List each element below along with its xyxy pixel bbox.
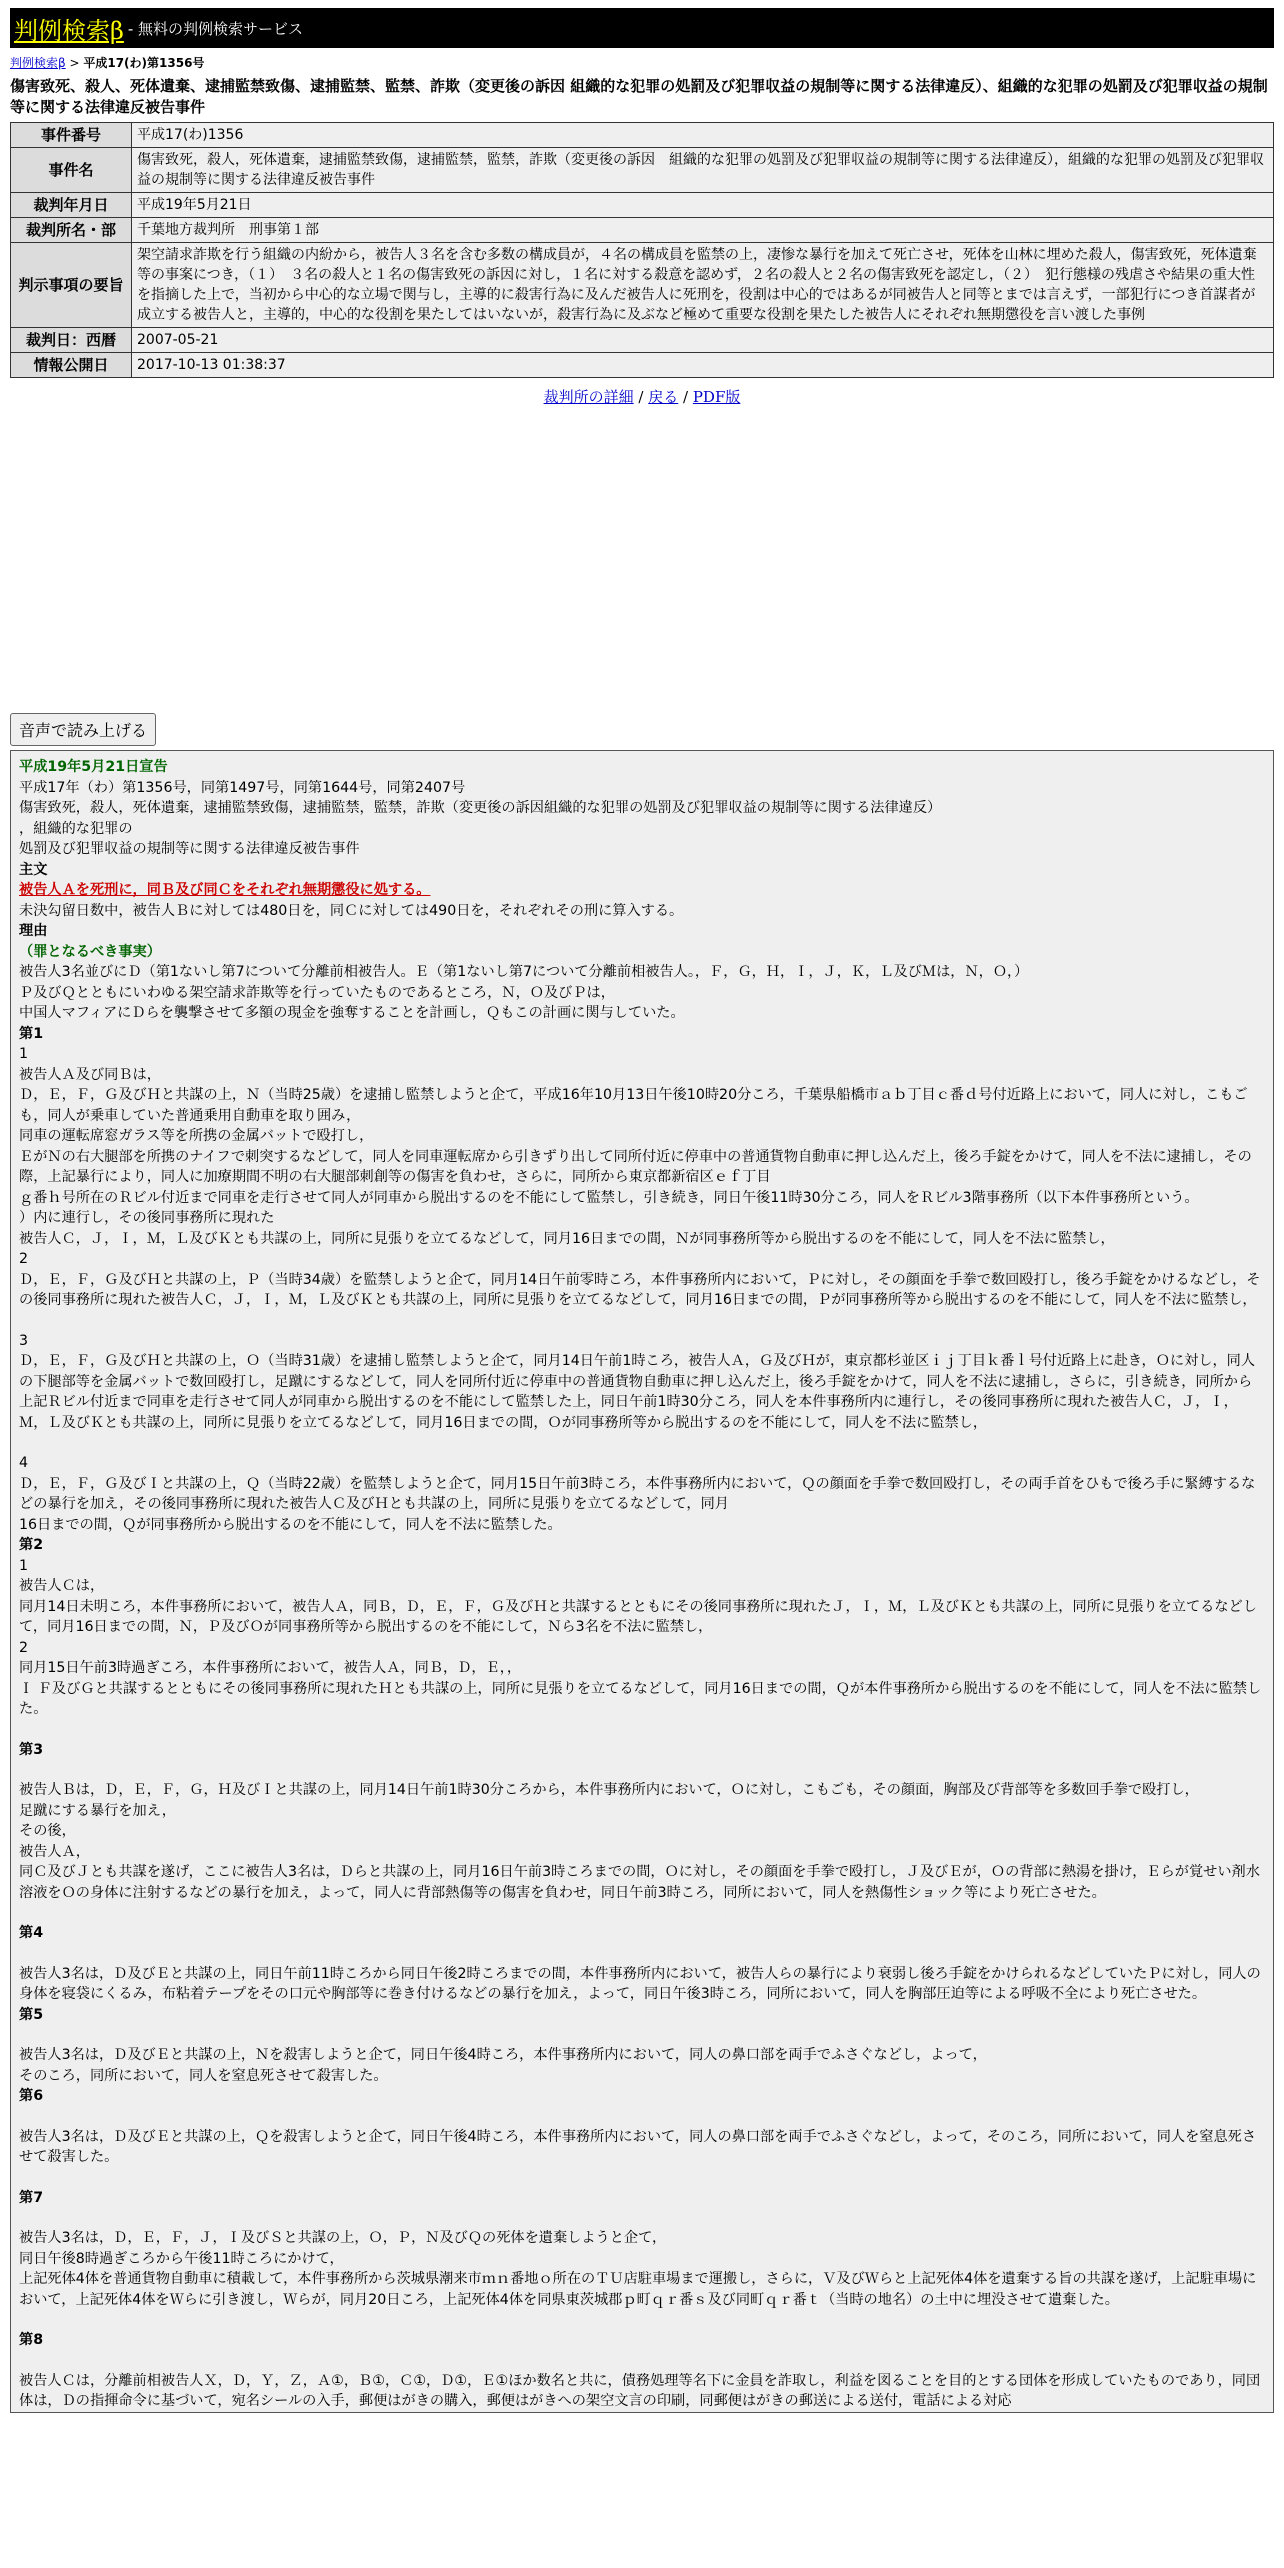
judgment-paragraph: Ｐ及びＱとともにいわゆる架空請求詐欺等を行っていたものであるところ，Ｎ，Ｏ及びＰは， — [19, 984, 615, 1001]
meta-value: 傷害致死，殺人，死体遺棄，逮捕監禁致傷，逮捕監禁，監禁，詐欺（変更後の訴因 組織的な犯罪の処罰及び犯罪収益の規制等に関する法律違反），組織的な犯罪の処罰及び犯罪収益の規制等に関する法律違反被告事件 — [132, 148, 1274, 193]
meta-value: 2017-10-13 01:38:37 — [132, 353, 1274, 378]
meta-value: 平成19年5月21日 — [132, 193, 1274, 218]
judgment-date-line: 平成19年5月21日宣告 — [19, 759, 168, 775]
item-number: 1 — [19, 1557, 29, 1574]
back-link[interactable]: 戻る — [648, 388, 679, 406]
judgment-paragraph: 上記死体4体を普通貨物自動車に積載して，本件事務所から茨城県潮来市ｍｎ番地ｏ所在のＴＵ店駐車場まで運搬し，さらに，Ｖ及びＷらと上記死体4体を遺棄する旨の共謀を遂げ，上記駐車場において，上記死体4体をＷらに引き渡し，Ｗらが，同月20日ころ，上記死体4体を同県東茨城郡ｐ町ｑｒ番ｓ及び同町ｑｒ番ｔ（当時の地名）の土中に埋没させて遺棄した。 — [19, 2271, 1257, 2308]
section-heading: 第3 — [19, 1741, 44, 1758]
breadcrumb-separator: > — [65, 56, 84, 70]
breadcrumb — [10, 54, 1274, 71]
breadcrumb-home-link[interactable]: 判例検索β — [10, 56, 66, 70]
judgment-paragraph: 16日までの間，Ｑが同事務所から脱出するのを不能にして，同人を不法に監禁した。 — [19, 1516, 562, 1533]
meta-value: 平成17(わ)1356 — [132, 123, 1274, 148]
section-heading-green: （罪となるべき事実） — [19, 943, 161, 960]
meta-row-western-date — [11, 328, 1274, 353]
judgment-paragraph: ，組織的な犯罪の — [19, 820, 133, 837]
item-number: 2 — [19, 1251, 29, 1267]
item-number: 3 — [19, 1332, 29, 1349]
judgment-paragraph: 被告人Ｃは，分離前相被告人Ｘ，Ｄ，Ｙ，Ｚ，Ａ①，Ｂ①，Ｃ①，Ｄ①，Ｅ①ほか数名と共に，債務処理等名下に金員を詐取し，利益を図ることを目的とする団体を形成していたものであり，同団体は，Ｄの指揮命令に基づいて，宛名シールの入手，郵便はがきの購入，郵便はがきへの架空文言の印刷，同郵便はがきの郵送による送付，電話による対応 — [19, 2372, 1261, 2409]
case-meta-table — [10, 122, 1274, 378]
meta-key: 事件番号 — [11, 123, 132, 148]
judgment-paragraph: 被告人3名は，Ｄ，Ｅ，Ｆ，Ｊ，Ｉ及びＳと共謀の上，Ｏ，Ｐ，Ｎ及びＱの死体を遺棄しようと企て， — [19, 2230, 667, 2246]
meta-row-published — [11, 353, 1274, 378]
judgment-paragraph: Ｄ，Ｅ，Ｆ，Ｇ及びＨと共謀の上，Ｐ（当時34歳）を監禁しようと企て，同月14日午前零時ころ，本件事務所内において，Ｐに対し，その顔面を手拳で数回殴打し，後ろ手錠をかけるなどし，その後同事務所に現れた被告人Ｃ，Ｊ，Ｉ，Ｍ，Ｌ及びＫとも共謀の上，同所に見張りを立てるなどして，同月16日までの間，Ｐが同事務所等から脱出するのを不能にして，同人を不法に監禁し， — [19, 1271, 1261, 1308]
court-detail-link[interactable]: 裁判所の詳細 — [543, 388, 634, 406]
judgment-paragraph: 被告人Ａ， — [19, 1843, 90, 1860]
judgment-paragraph: ＥがＮの右大腿部を所携のナイフで刺突するなどして，同人を同車運転席から引きずり出して同所付近に停車中の普通貨物自動車に押し込んだ上，後ろ手錠をかけて，同人を不法に逮捕し，その際，上記暴行により，同人に加療期間不明の右大腿部刺創等の傷害を負わせ，さらに，同所から東京都新宿区ｅｆ丁目 — [19, 1148, 1252, 1185]
judgment-paragraph: 被告人3名並びにＤ（第1ないし第7について分離前相被告人。Ｅ（第1ないし第7について分離前相被告人。，Ｆ，Ｇ，Ｈ，Ｉ，Ｊ，Ｋ，Ｌ及びＭは，Ｎ，Ｏ，） — [19, 964, 1029, 980]
judgment-paragraph: 未決勾留日数中，被告人Ｂに対しては480日を，同Ｃに対しては490日を，それぞれその刑に算入する。 — [19, 902, 684, 919]
meta-key: 裁判年月日 — [11, 193, 132, 218]
judgment-paragraph: その後， — [19, 1823, 76, 1839]
case-title: 傷害致死、殺人、死体遺棄、逮捕監禁致傷、逮捕監禁、監禁、詐欺（変更後の訴因 組織的な犯罪の処罰及び犯罪収益の規制等に関する法律違反）、組織的な犯罪の処罰及び犯罪収益の規制等に関する法律違反被告事件 — [10, 77, 1268, 116]
judgment-paragraph: 処罰及び犯罪収益の規制等に関する法律違反被告事件 — [19, 841, 360, 857]
meta-row-court — [11, 218, 1274, 243]
meta-key: 裁判日：西暦 — [11, 328, 132, 353]
link-separator: / — [678, 388, 693, 406]
action-links — [10, 386, 1274, 407]
read-aloud-button[interactable]: 音声で読み上げる — [10, 713, 156, 746]
section-heading: 第2 — [19, 1537, 44, 1553]
item-number: 1 — [19, 1046, 29, 1062]
section-heading: 第6 — [19, 2088, 44, 2104]
judgment-paragraph: 平成17年（わ）第1356号，同第1497号，同第1644号，同第2407号 — [19, 779, 466, 796]
judgment-paragraph: 中国人マフィアにＤらを襲撃させて多額の現金を強奪することを計画し，Ｑもこの計画に関与していた。 — [19, 1005, 685, 1021]
section-heading: 第7 — [19, 2189, 44, 2206]
meta-row-judgment-date — [11, 193, 1274, 218]
judgment-paragraph: Ｉ Ｆ及びＧと共謀するとともにその後同事務所に現れたＨとも共謀の上，同所に見張りを立てるなどして，同月16日までの間，Ｑが本件事務所から脱出するのを不能にして，同人を不法に監禁した。 — [19, 1680, 1262, 1717]
judgment-paragraph: 被告人3名は，Ｄ及びＥと共謀の上，Ｎを殺害しようと企て，同日午後4時ころ，本件事務所内において，同人の鼻口部を両手でふさぐなどし，よって， — [19, 2047, 987, 2063]
site-tagline: - 無料の判例検索サービス — [127, 19, 304, 38]
meta-key: 判示事項の要旨 — [11, 243, 132, 328]
ad-space — [10, 415, 1274, 713]
site-logo-link[interactable]: 判例検索β — [14, 16, 124, 45]
judgment-paragraph: ｇ番ｈ号所在のＲビル付近まで同車を走行させて同人が同車から脱出するのを不能にして監禁し，引き続き，同日午後11時30分ころ，同人をＲビル3階事務所（以下本件事務所という。 — [19, 1189, 1199, 1206]
section-heading: 理由 — [19, 923, 48, 939]
judgment-paragraph: Ｄ，Ｅ，Ｆ，Ｇ及びＨと共謀の上，Ｏ（当時31歳）を逮捕し監禁しようと企て，同月14日午前1時ころ，被告人Ａ，Ｇ及びＨが，東京都杉並区ｉｊ丁目ｋ番ｌ号付近路上に赴き，Ｏに対し，同人の下腿部等を金属バットで数回殴打し，足蹴にするなどして，同人を同所付近に停車中の普通貨物自動車に押し込んだ上，後ろ手錠をかけて，同人を不法に逮捕し，さらに，引き続き，同所から上記Ｒビル付近まで同車を走行させて同人が同車から脱出するのを不能にして監禁した上，同日午前1時30分ころ，同人を本件事務所内に連行し，その後同事務所に現れた被告人Ｃ，Ｊ，Ｉ，Ｍ，Ｌ及びＫとも共謀の上，同所に見張りを立てるなどして，同月16日までの間，Ｏが同事務所等から脱出するのを不能にして，同人を不法に監禁し， — [19, 1353, 1256, 1431]
item-number: 2 — [19, 1639, 29, 1656]
judgment-paragraph: 足蹴にする暴行を加え， — [19, 1802, 176, 1819]
judgment-paragraph: 被告人3名は，Ｄ及びＥと共謀の上，Ｑを殺害しようと企て，同日午後4時ころ，本件事務所内において，同人の鼻口部を両手でふさぐなどし，よって，そのころ，同所において，同人を窒息死させて殺害した。 — [19, 2128, 1257, 2165]
link-separator: / — [633, 388, 649, 406]
section-heading: 主文 — [19, 861, 48, 878]
meta-row-case-name — [11, 148, 1274, 193]
judgment-paragraph: 被告人Ｃは， — [19, 1578, 105, 1594]
meta-row-case-number — [11, 123, 1274, 148]
judgment-paragraph: そのころ，同所において，同人を窒息死させて殺害した。 — [19, 2067, 388, 2084]
judgment-paragraph: Ｄ，Ｅ，Ｆ，Ｇ及びＩと共謀の上，Ｑ（当時22歳）を監禁しようと企て，同月15日午前3時ころ，本件事務所内において，Ｑの顔面を手拳で数回殴打し，その両手首をひもで後ろ手に緊縛するなどの暴行を加え，その後同事務所に現れた被告人Ｃ及びＨとも共謀の上，同所に見張りを立てるなどして，同月 — [19, 1475, 1256, 1512]
breadcrumb-current: 平成17(わ)第1356号 — [83, 56, 205, 70]
judgment-paragraph: 同月14日未明ころ，本件事務所において，被告人Ａ，同Ｂ，Ｄ，Ｅ，Ｆ，Ｇ及びＨと共謀するとともにその後同事務所に現れたＪ，Ｉ，Ｍ，Ｌ及びＫとも共謀の上，同所に見張りを立てるなどして，同月16日までの間，Ｎ，Ｐ及びＯが同事務所等から脱出するのを不能にして，Ｎら3名を不法に監禁し， — [19, 1598, 1257, 1635]
judgment-paragraph: 被告人Ｂは，Ｄ，Ｅ，Ｆ，Ｇ，Ｈ及びＩと共謀の上，同月14日午前1時30分ころから，本件事務所内において，Ｏに対し，こもごも，その顔面，胸部及び背部等を多数回手拳で殴打し， — [19, 1782, 1199, 1798]
judgment-paragraph: 被告人Ｃ，Ｊ，Ｉ，Ｍ，Ｌ及びＫとも共謀の上，同所に見張りを立てるなどして，同月16日までの間，Ｎが同事務所等から脱出するのを不能にして，同人を不法に監禁し， — [19, 1230, 1115, 1247]
pdf-link[interactable]: PDF版 — [692, 388, 741, 406]
meta-key: 事件名 — [11, 148, 132, 193]
judgment-paragraph: 同月15日午前3時過ぎころ，本件事務所において，被告人Ａ，同Ｂ，Ｄ，Ｅ，， — [19, 1660, 522, 1676]
judgment-paragraph: Ｄ，Ｅ，Ｆ，Ｇ及びＨと共謀の上，Ｎ（当時25歳）を逮捕し監禁しようと企て，平成16年10月13日午後10時20分ころ，千葉県船橋市ａｂ丁目ｃ番ｄ号付近路上において，同人に対し，こもごも，同人が乗車していた普通乗用自動車を取り囲み， — [19, 1087, 1248, 1124]
judgment-paragraph: 同車の運転席窓ガラス等を所携の金属バットで殴打し， — [19, 1128, 374, 1144]
judgment-paragraph: 傷害致死，殺人，死体遺棄，逮捕監禁致傷，逮捕監禁，監禁，詐欺（変更後の訴因組織的な犯罪の処罰及び犯罪収益の規制等に関する法律違反） — [19, 800, 942, 816]
judgment-paragraph: 同Ｃ及びＪとも共謀を遂げ，ここに被告人3名は，Ｄらと共謀の上，同月16日午前3時ころまでの間，Ｏに対し，その顔面を手拳で殴打し，Ｊ及びＥが，Ｏの背部に熱湯を掛け，Ｅらが覚せい剤水溶液をＯの身体に注射するなどの暴行を加え，よって，同人に背部熱傷等の傷害を負わせ，同日午前3時ころ，同所において，同人を熱傷性ショック等により死亡させた。 — [19, 1864, 1260, 1901]
sentence-text: 被告人Ａを死刑に，同Ｂ及び同Ｃをそれぞれ無期懲役に処する。 — [19, 882, 431, 898]
meta-key: 情報公開日 — [11, 353, 132, 378]
meta-value: 架空請求詐欺を行う組織の内紛から，被告人３名を含む多数の構成員が，４名の構成員を監禁の上，凄惨な暴行を加えて死亡させ，死体を山林に埋めた殺人，傷害致死，死体遺棄等の事案につき，（１） ３名の殺人と１名の傷害致死の訴因に対し，１名に対する殺意を認めず，２名の殺人と２名の傷害致死を認定し，（２） 犯行態様の残虐さや結果の重大性を指摘した上で，当初から中心的な立場で関与し，主導的に殺害行為に及んだ被告人に死刑を，役割は中心的ではあるが同被告人と同等とまでは言えず，一部犯行につき首謀者が成立する被告人と，主導的，中心的な役割を果たしてはいないが，殺害行為に及ぶなど極めて重要な役割を果たした被告人にそれぞれ無期懲役を言い渡した事例 — [132, 243, 1274, 328]
section-heading: 第1 — [19, 1025, 44, 1042]
judgment-paragraph: 被告人3名は，Ｄ及びＥと共謀の上，同日午前11時ころから同日午後2時ころまでの間，本件事務所内において，被告人らの暴行により衰弱し後ろ手錠をかけられるなどしていたＰに対し，同人の身体を寝袋にくるみ，布粘着テープをその口元や胸部等に巻き付けるなどの暴行を加え，よって，同日午後3時ころ，同所において，同人を胸部圧迫等による呼吸不全により死亡させた。 — [19, 1965, 1261, 2002]
judgment-paragraph: 同日午後8時過ぎころから午後11時ころにかけて， — [19, 2250, 344, 2267]
meta-value: 千葉地方裁判所 刑事第１部 — [132, 218, 1274, 243]
site-header — [10, 8, 1274, 48]
meta-value: 2007-05-21 — [132, 328, 1274, 353]
judgment-text — [10, 750, 1274, 2413]
section-heading: 第8 — [19, 2332, 44, 2348]
judgment-paragraph: 被告人Ａ及び同Ｂは， — [19, 1066, 161, 1083]
judgment-paragraph: ）内に連行し，その後同事務所に現れた — [19, 1210, 275, 1226]
section-heading: 第5 — [19, 2006, 44, 2023]
section-heading: 第4 — [19, 1925, 44, 1941]
item-number: 4 — [19, 1455, 29, 1471]
meta-key: 裁判所名・部 — [11, 218, 132, 243]
meta-row-summary — [11, 243, 1274, 328]
